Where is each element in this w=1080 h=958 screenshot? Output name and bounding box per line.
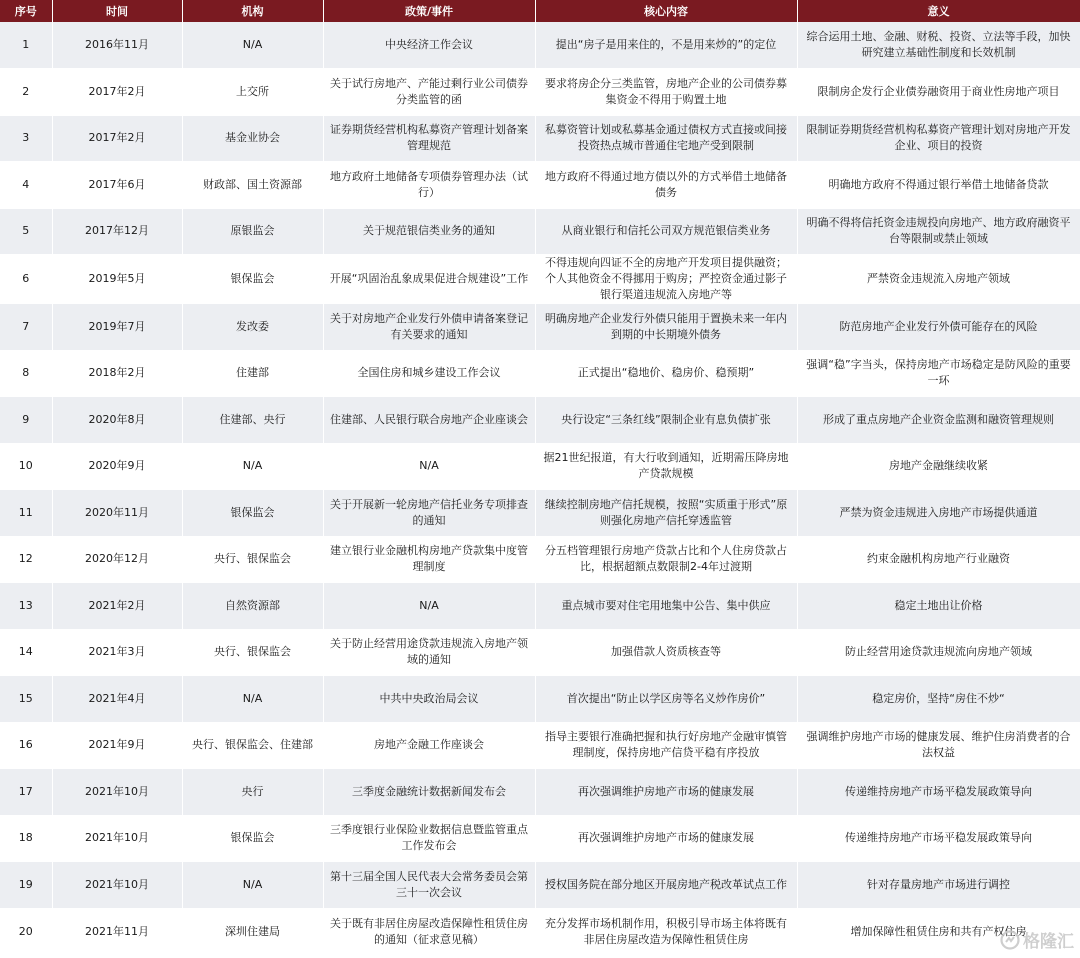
cell-index: 2 <box>0 69 52 116</box>
cell-time: 2016年11月 <box>52 22 182 69</box>
cell-agency: 银保监会 <box>182 815 323 862</box>
table-row <box>0 862 1080 909</box>
cell-index: 19 <box>0 862 52 909</box>
cell-content: 授权国务院在部分地区开展房地产税改革试点工作 <box>535 862 797 909</box>
cell-significance: 强调维护房地产市场的健康发展、维护住房消费者的合法权益 <box>797 722 1080 769</box>
cell-time: 2019年7月 <box>52 304 182 351</box>
cell-index: 18 <box>0 815 52 862</box>
cell-agency: 原银监会 <box>182 208 323 255</box>
cell-index: 6 <box>0 255 52 304</box>
cell-policy: 证券期货经营机构私募资产管理计划备案管理规范 <box>323 115 535 162</box>
table-row <box>0 69 1080 116</box>
cell-index: 4 <box>0 162 52 209</box>
table-row <box>0 208 1080 255</box>
cell-policy: 关于规范银信类业务的通知 <box>323 208 535 255</box>
table-row <box>0 583 1080 630</box>
cell-index: 17 <box>0 769 52 816</box>
cell-time: 2021年4月 <box>52 676 182 723</box>
table-row <box>0 722 1080 769</box>
cell-time: 2021年9月 <box>52 722 182 769</box>
cell-content: 明确房地产企业发行外债只能用于置换未来一年内到期的中长期境外债务 <box>535 304 797 351</box>
table-row <box>0 443 1080 490</box>
cell-content: 地方政府不得通过地方债以外的方式举借土地储备债务 <box>535 162 797 209</box>
cell-content: 正式提出“稳地价、稳房价、稳预期” <box>535 350 797 397</box>
cell-agency: N/A <box>182 443 323 490</box>
cell-content: 提出“房子是用来住的，不是用来炒的”的定位 <box>535 22 797 69</box>
cell-significance: 严禁为资金违规进入房地产市场提供通道 <box>797 490 1080 537</box>
cell-index: 10 <box>0 443 52 490</box>
cell-significance: 房地产金融继续收紧 <box>797 443 1080 490</box>
cell-time: 2021年10月 <box>52 862 182 909</box>
cell-agency: 深圳住建局 <box>182 908 323 955</box>
cell-significance: 传递维持房地产市场平稳发展政策导向 <box>797 769 1080 816</box>
cell-policy: 关于防止经营用途贷款违规流入房地产领域的通知 <box>323 629 535 676</box>
cell-agency: 自然资源部 <box>182 583 323 630</box>
cell-policy: 开展“巩固治乱象成果促进合规建设”工作 <box>323 255 535 304</box>
cell-policy: 住建部、人民银行联合房地产企业座谈会 <box>323 397 535 444</box>
cell-agency: 银保监会 <box>182 490 323 537</box>
cell-significance: 严禁资金违规流入房地产领域 <box>797 255 1080 304</box>
cell-agency: 银保监会 <box>182 255 323 304</box>
cell-significance: 针对存量房地产市场进行调控 <box>797 862 1080 909</box>
cell-significance: 明确不得将信托资金违规投向房地产、地方政府融资平台等限制或禁止领域 <box>797 208 1080 255</box>
table-row <box>0 908 1080 955</box>
cell-time: 2021年10月 <box>52 815 182 862</box>
cell-agency: 住建部 <box>182 350 323 397</box>
cell-agency: 上交所 <box>182 69 323 116</box>
cell-agency: N/A <box>182 676 323 723</box>
cell-significance: 防范房地产企业发行外债可能存在的风险 <box>797 304 1080 351</box>
watermark-text: 格隆汇 <box>1023 932 1074 952</box>
cell-agency: 基金业协会 <box>182 115 323 162</box>
cell-index: 15 <box>0 676 52 723</box>
cell-content: 指导主要银行准确把握和执行好房地产金融审慎管理制度，保持房地产信贷平稳有序投放 <box>535 722 797 769</box>
cell-policy: 建立银行业金融机构房地产贷款集中度管理制度 <box>323 536 535 583</box>
cell-index: 14 <box>0 629 52 676</box>
cell-time: 2017年2月 <box>52 115 182 162</box>
cell-content: 从商业银行和信托公司双方规范银信类业务 <box>535 208 797 255</box>
cell-content: 加强借款人资质核查等 <box>535 629 797 676</box>
cell-time: 2017年6月 <box>52 162 182 209</box>
cell-significance: 限制房企发行企业债券融资用于商业性房地产项目 <box>797 69 1080 116</box>
cell-agency: 住建部、央行 <box>182 397 323 444</box>
cell-time: 2021年3月 <box>52 629 182 676</box>
cell-policy: N/A <box>323 583 535 630</box>
cell-content: 私募资管计划或私募基金通过债权方式直接或间接投资热点城市普通住宅地产受到限制 <box>535 115 797 162</box>
cell-content: 央行设定“三条红线”限制企业有息负债扩张 <box>535 397 797 444</box>
cell-policy: 中共中央政治局会议 <box>323 676 535 723</box>
table-row <box>0 815 1080 862</box>
cell-significance: 限制证券期货经营机构私募资产管理计划对房地产开发企业、项目的投资 <box>797 115 1080 162</box>
cell-content: 首次提出“防止以学区房等名义炒作房价” <box>535 676 797 723</box>
cell-policy: 地方政府土地储备专项债券管理办法（试行） <box>323 162 535 209</box>
cell-content: 要求将房企分三类监管，房地产企业的公司债券募集资金不得用于购置土地 <box>535 69 797 116</box>
cell-policy: 关于既有非居住房屋改造保障性租赁住房的通知（征求意见稿） <box>323 908 535 955</box>
header-agency: 机构 <box>182 0 323 22</box>
cell-agency: 央行、银保监会 <box>182 536 323 583</box>
cell-significance: 形成了重点房地产企业资金监测和融资管理规则 <box>797 397 1080 444</box>
cell-significance: 稳定房价，坚持“房住不炒“ <box>797 676 1080 723</box>
cell-policy: 第十三届全国人民代表大会常务委员会第三十一次会议 <box>323 862 535 909</box>
cell-index: 11 <box>0 490 52 537</box>
cell-significance: 防止经营用途贷款违规流向房地产领域 <box>797 629 1080 676</box>
cell-content: 不得违规向四证不全的房地产开发项目提供融资；个人其他资金不得挪用于购房；严控资金通过影子银行渠道违规流入房地产等 <box>535 255 797 304</box>
cell-time: 2021年2月 <box>52 583 182 630</box>
cell-index: 7 <box>0 304 52 351</box>
cell-policy: 三季度金融统计数据新闻发布会 <box>323 769 535 816</box>
cell-policy: 三季度银行业保险业数据信息暨监管重点工作发布会 <box>323 815 535 862</box>
cell-content: 再次强调维护房地产市场的健康发展 <box>535 815 797 862</box>
table-row <box>0 162 1080 209</box>
cell-content: 分五档管理银行房地产贷款占比和个人住房贷款占比，根据超额点数限制2-4年过渡期 <box>535 536 797 583</box>
cell-time: 2017年2月 <box>52 69 182 116</box>
cell-index: 16 <box>0 722 52 769</box>
cell-index: 3 <box>0 115 52 162</box>
cell-index: 5 <box>0 208 52 255</box>
cell-agency: 央行、银保监会 <box>182 629 323 676</box>
cell-index: 20 <box>0 908 52 955</box>
cell-policy: 关于对房地产企业发行外债申请备案登记有关要求的通知 <box>323 304 535 351</box>
table-row <box>0 350 1080 397</box>
cell-significance: 明确地方政府不得通过银行举借土地储备贷款 <box>797 162 1080 209</box>
table-row <box>0 22 1080 69</box>
cell-index: 13 <box>0 583 52 630</box>
gelonghui-logo-icon <box>1000 930 1020 950</box>
cell-content: 据21世纪报道，有大行收到通知，近期需压降房地产贷款规模 <box>535 443 797 490</box>
header-content: 核心内容 <box>535 0 797 22</box>
table-row <box>0 676 1080 723</box>
cell-policy: 中央经济工作会议 <box>323 22 535 69</box>
table-header-row <box>0 0 1080 22</box>
cell-index: 1 <box>0 22 52 69</box>
header-significance: 意义 <box>797 0 1080 22</box>
cell-time: 2021年10月 <box>52 769 182 816</box>
header-index: 序号 <box>0 0 52 22</box>
table-row <box>0 115 1080 162</box>
cell-policy: N/A <box>323 443 535 490</box>
cell-content: 充分发挥市场机制作用，积极引导市场主体将既有非居住房屋改造为保障性租赁住房 <box>535 908 797 955</box>
cell-policy: 房地产金融工作座谈会 <box>323 722 535 769</box>
cell-significance: 稳定土地出让价格 <box>797 583 1080 630</box>
cell-policy: 全国住房和城乡建设工作会议 <box>323 350 535 397</box>
table-row <box>0 255 1080 304</box>
cell-agency: 发改委 <box>182 304 323 351</box>
cell-significance: 传递维持房地产市场平稳发展政策导向 <box>797 815 1080 862</box>
cell-time: 2021年11月 <box>52 908 182 955</box>
cell-significance: 强调“稳”字当头，保持房地产市场稳定是防风险的重要一环 <box>797 350 1080 397</box>
cell-time: 2020年8月 <box>52 397 182 444</box>
table-row <box>0 769 1080 816</box>
watermark <box>1000 927 1074 952</box>
cell-significance: 综合运用土地、金融、财税、投资、立法等手段，加快研究建立基础性制度和长效机制 <box>797 22 1080 69</box>
cell-time: 2018年2月 <box>52 350 182 397</box>
cell-time: 2019年5月 <box>52 255 182 304</box>
cell-content: 再次强调维护房地产市场的健康发展 <box>535 769 797 816</box>
table-row <box>0 397 1080 444</box>
cell-index: 9 <box>0 397 52 444</box>
cell-agency: 央行、银保监会、住建部 <box>182 722 323 769</box>
cell-content: 继续控制房地产信托规模，按照“实质重于形式”原则强化房地产信托穿透监管 <box>535 490 797 537</box>
cell-agency: N/A <box>182 22 323 69</box>
table-row <box>0 629 1080 676</box>
cell-agency: 财政部、国土资源部 <box>182 162 323 209</box>
header-policy: 政策/事件 <box>323 0 535 22</box>
cell-policy: 关于试行房地产、产能过剩行业公司债券分类监管的函 <box>323 69 535 116</box>
cell-agency: 央行 <box>182 769 323 816</box>
table-row <box>0 490 1080 537</box>
cell-time: 2017年12月 <box>52 208 182 255</box>
cell-policy: 关于开展新一轮房地产信托业务专项排查的通知 <box>323 490 535 537</box>
header-time: 时间 <box>52 0 182 22</box>
cell-significance: 约束金融机构房地产行业融资 <box>797 536 1080 583</box>
cell-time: 2020年9月 <box>52 443 182 490</box>
table-row <box>0 536 1080 583</box>
cell-content: 重点城市要对住宅用地集中公告、集中供应 <box>535 583 797 630</box>
cell-time: 2020年12月 <box>52 536 182 583</box>
cell-time: 2020年11月 <box>52 490 182 537</box>
cell-agency: N/A <box>182 862 323 909</box>
cell-index: 12 <box>0 536 52 583</box>
cell-significance: 增加保障性租赁住房和共有产权住房 <box>797 908 1080 955</box>
table-row <box>0 304 1080 351</box>
cell-index: 8 <box>0 350 52 397</box>
